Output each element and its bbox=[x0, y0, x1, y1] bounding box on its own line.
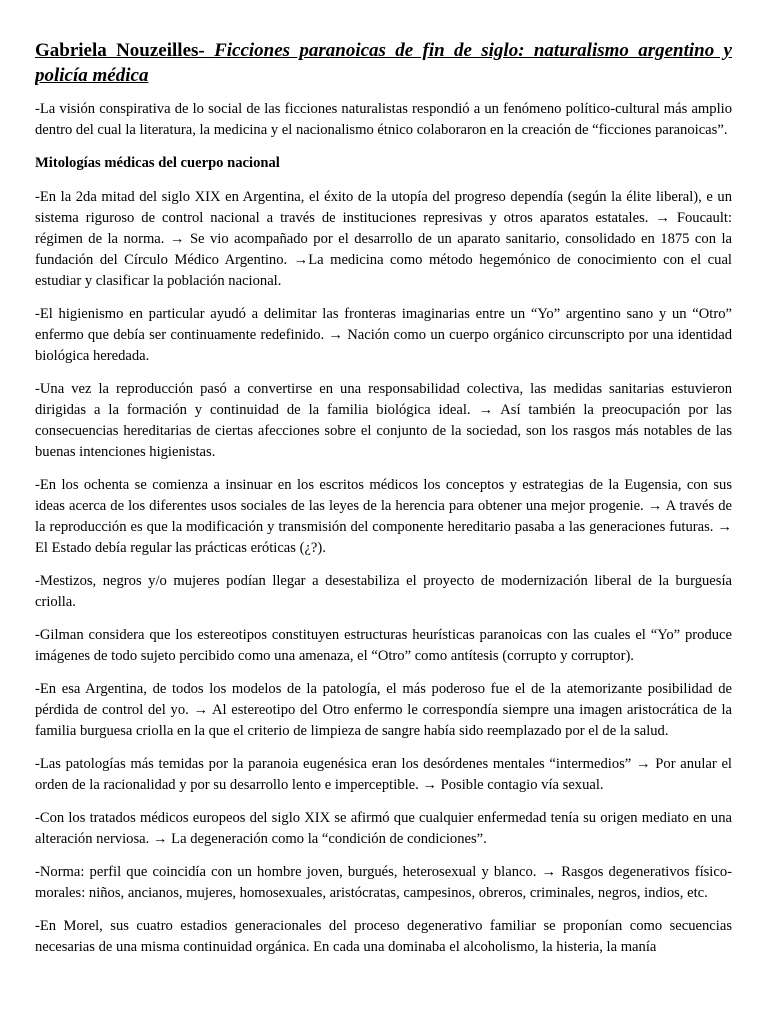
title-work: Ficciones paranoicas de fin de siglo: naturalismo argentino y policía médica bbox=[35, 40, 732, 86]
paragraph-3: -El higienismo en particular ayudó a delimitar las fronteras imaginarias entre un “Yo” argentino sano y un “Otro” enfermo que debía ser continuamente redefinido. → Nación como un cuerpo orgánico circunscripto por una identidad biológica heredada. bbox=[35, 306, 732, 364]
paragraph-2: -En la 2da mitad del siglo XIX en Argentina, el éxito de la utopía del progreso dependía (según la élite liberal), e un sistema riguroso de control nacional a través de instituciones represivas y otros aparatos estatales. → Foucault: régimen de la norma. → Se vio acompañado por el desarrollo de un aparato sanitario, consolidado en 1875 con la fundación del Círculo Médico Argentino. →La medicina como método hegemónico de conocimiento con el cual estudiar y clasificar la población nacional. bbox=[35, 189, 732, 289]
paragraph-10: -Con los tratados médicos europeos del siglo XIX se afirmó que cualquier enfermedad tenía su origen mediato en una alteración nerviosa. → La degeneración como la “condición de condiciones”. bbox=[35, 810, 732, 847]
paragraph-9: -Las patologías más temidas por la paranoia eugenésica eran los desórdenes mentales “intermedios” → Por anular el orden de la racionalidad y por su desarrollo lento e imperceptible. → Posible contagio vía sexual. bbox=[35, 756, 732, 793]
paragraph-8: -En esa Argentina, de todos los modelos de la patología, el más poderoso fue el de la atemorizante posibilidad de pérdida de control del yo. → Al estereotipo del Otro enfermo le correspondía siempre una imagen aristocrática de la familia burguesa criolla en la que el criterio de limpieza de sangre había sido reemplazado por el de la salud. bbox=[35, 681, 732, 739]
document-page bbox=[35, 0, 732, 1024]
paragraph-12: -En Morel, sus cuatro estadios generacionales del proceso degenerativo familiar se proponían como secuencias necesarias de una misma continuidad orgánica. En cada una dominaba el alcoholismo, la histeria, la manía bbox=[35, 918, 732, 955]
paragraph-6: -Mestizos, negros y/o mujeres podían llegar a desestabiliza el proyecto de modernización liberal de la burguesía criolla. bbox=[35, 573, 732, 610]
paragraph-1: -La visión conspirativa de lo social de las ficciones naturalistas respondió a un fenómeno político-cultural más amplio dentro del cual la literatura, la medicina y el nacionalismo étnico colaboraron en la creación de “ficciones paranoicas”. bbox=[35, 101, 732, 138]
paragraph-11: -Norma: perfil que coincidía con un hombre joven, burgués, heterosexual y blanco. → Rasgos degenerativos físico-morales: niños, ancianos, mujeres, homosexuales, aristócratas, campesinos, obreros, criminales, negros, indios, etc. bbox=[35, 864, 732, 901]
paragraph-5: -En los ochenta se comienza a insinuar en los escritos médicos los conceptos y estrategias de la Eugensia, con sus ideas acerca de los diferentes usos sociales de las leyes de la herencia para obtener una mejor progenie. → A través de la reproducción es que la modificación y transmisión del componente hereditario pasaba a las generaciones futuras. → El Estado debía regular las prácticas eróticas (¿?). bbox=[35, 477, 732, 556]
title-author: Gabriela Nouzeilles- bbox=[35, 40, 215, 61]
paragraph-4: -Una vez la reproducción pasó a convertirse en una responsabilidad colectiva, las medidas sanitarias estuvieron dirigidas a la formación y continuidad de la familia biológica ideal. → Así también la preocupación por las consecuencias hereditarias de ciertas afecciones sobre el conjunto de la sociedad, son los rasgos más notables de las buenas intenciones higienistas. bbox=[35, 381, 732, 460]
document-title bbox=[35, 38, 732, 88]
section-heading: Mitologías médicas del cuerpo nacional bbox=[35, 155, 280, 171]
paragraph-7: -Gilman considera que los estereotipos constituyen estructuras heurísticas paranoicas con las cuales el “Yo” produce imágenes de todo sujeto percibido como una amenaza, el “Otro” como antítesis (corrupto y corruptor). bbox=[35, 627, 732, 664]
